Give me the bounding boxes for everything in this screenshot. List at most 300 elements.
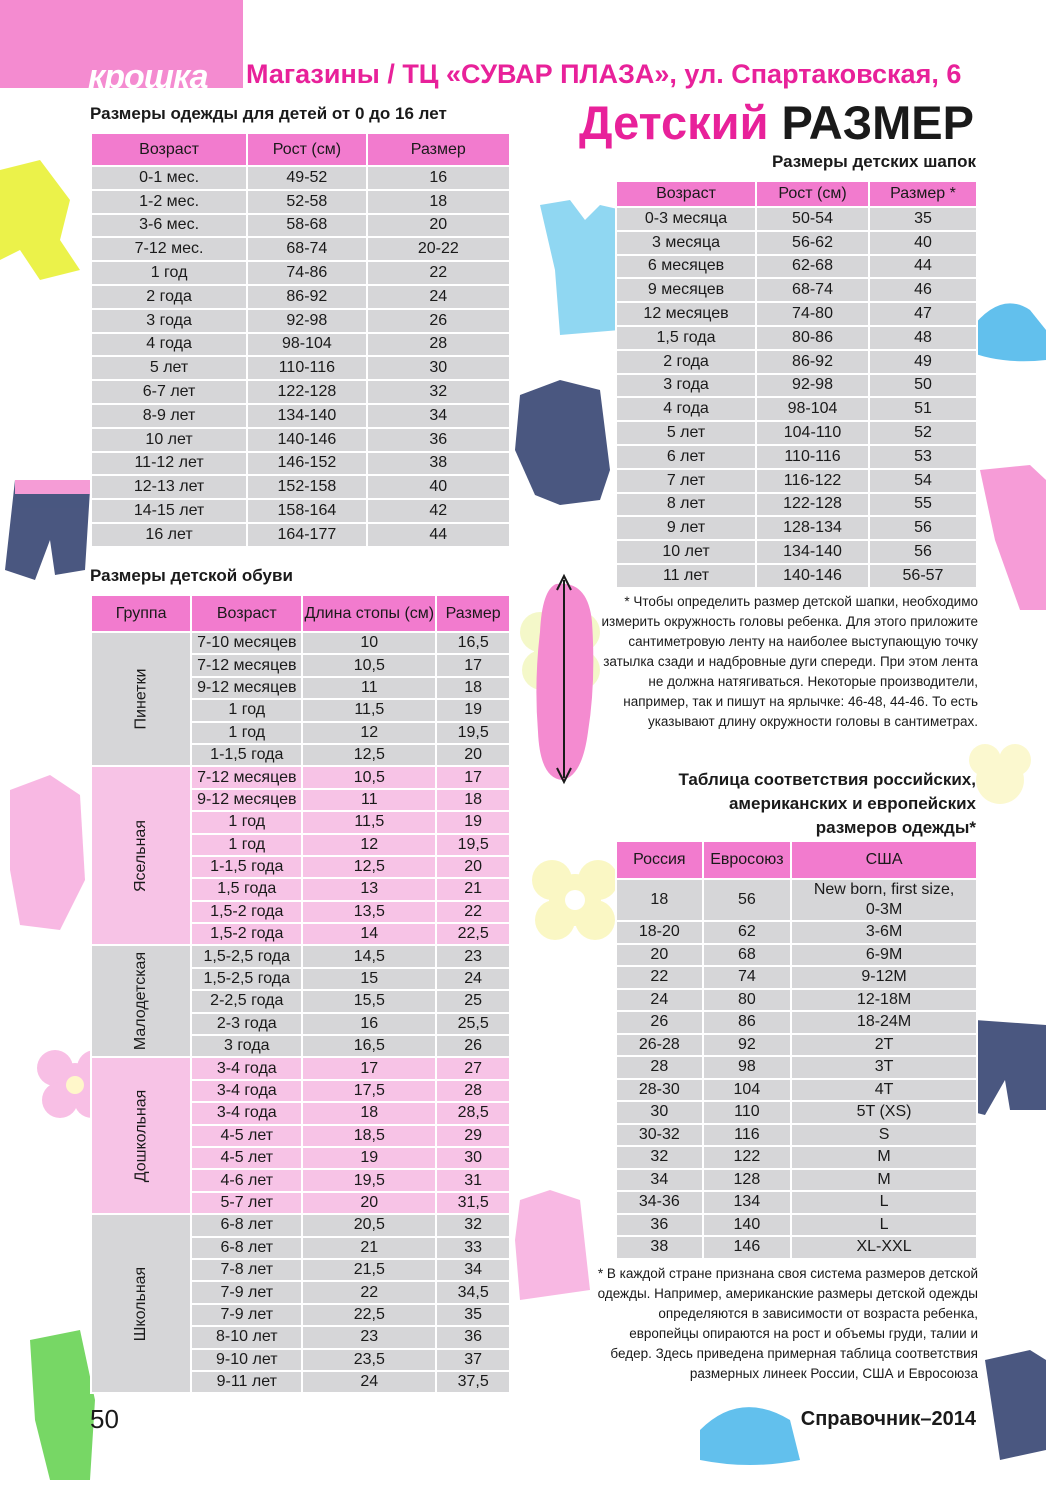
table-row: [616, 944, 977, 967]
table-cell: 58-68: [247, 214, 366, 238]
table-cell: 116-122: [756, 469, 869, 493]
table-row: [616, 564, 977, 588]
table-row: [91, 190, 510, 214]
intl-heading-line: Таблица соответствия российских,: [678, 770, 976, 789]
column-header: Возраст: [191, 595, 302, 632]
shoes-heading: Размеры детской обуви: [90, 566, 293, 585]
table-cell: 34: [616, 1169, 703, 1192]
column-header: США: [791, 841, 977, 879]
table-cell: 12-13 лет: [91, 475, 247, 499]
column-header: Россия: [616, 841, 703, 879]
hats-heading: Размеры детских шапок: [772, 152, 976, 171]
table-cell: 7-8 лет: [191, 1259, 302, 1281]
table-cell: 74: [703, 966, 791, 989]
table-cell: 6 лет: [616, 445, 756, 469]
table-cell: 9-12M: [791, 966, 977, 989]
column-header: Рост (см): [756, 181, 869, 207]
sweater-icon: [980, 465, 1046, 610]
page-number: 50: [90, 1404, 119, 1434]
group-label: Малодетская: [132, 952, 150, 1051]
intl-heading-line: размеров одежды*: [815, 818, 976, 837]
table-cell: 19: [302, 1147, 436, 1169]
table-cell: 28: [367, 333, 510, 357]
table-cell: 10: [302, 632, 436, 654]
table-row: [91, 237, 510, 261]
table-cell: 6 месяцев: [616, 255, 756, 279]
table-cell: 2-3 года: [191, 1013, 302, 1035]
table-cell: 52: [869, 421, 977, 445]
table-cell: 12: [302, 834, 436, 856]
table-cell: 3-6 мес.: [91, 214, 247, 238]
table-cell: 1 год: [191, 722, 302, 744]
table-cell: 30: [436, 1147, 510, 1169]
table-cell: 98: [703, 1056, 791, 1079]
table-cell: 62: [703, 921, 791, 944]
table-cell: M: [791, 1169, 977, 1192]
table-row: [91, 166, 510, 190]
table-cell: 9-10 лет: [191, 1349, 302, 1371]
table-cell: 18: [302, 1102, 436, 1124]
table-cell: 33: [436, 1237, 510, 1259]
table-cell: 20,5: [302, 1214, 436, 1236]
brand-logo: крошка: [88, 58, 208, 96]
table-cell: 11 лет: [616, 564, 756, 588]
table-cell: 18: [616, 879, 703, 921]
table-cell: 44: [367, 523, 510, 547]
intl-footnote: * В каждой стране признана своя система размеров детской одежды. Например, американские размеры детской одежды определяются в зависимости от возраста ребенка, европейцы опираются на рост и объемы груди, талии и бедер. Здесь приведена примерная таблица соответствия размерных линеек России, США и Евросоюза: [597, 1266, 978, 1381]
table-cell: 1 год: [191, 699, 302, 721]
table-row: [616, 326, 977, 350]
table-row: [91, 499, 510, 523]
table-cell: 21: [302, 1237, 436, 1259]
table-row: [91, 1057, 510, 1079]
table-cell: 56: [703, 879, 791, 921]
table-cell: 32: [367, 380, 510, 404]
sweater-icon: [0, 160, 80, 280]
intl-heading: [678, 768, 976, 840]
table-cell: 55: [869, 493, 977, 517]
table-cell: 10,5: [302, 766, 436, 788]
table-cell: 3 года: [91, 309, 247, 333]
table-cell: 110-116: [247, 356, 366, 380]
table-cell: 128: [703, 1169, 791, 1192]
table-cell: 6-9M: [791, 944, 977, 967]
table-cell: 26: [367, 309, 510, 333]
table-row: [616, 493, 977, 517]
table-cell: 44: [869, 255, 977, 279]
table-cell: 23,5: [302, 1349, 436, 1371]
hats-footnote: * Чтобы определить размер детской шапки, необходимо измерить окружность головы ребенка. Для этого приложите сантиметровую ленту на наиболее выступающую точку затылка сзади и надбровные дуги спереди. При этом лента не должна натягиваться. Некоторые производители, например, так и пишут на ярлычке: 46-48, 44-46. То есть указывают длину окружности головы в сантиметрах.: [601, 594, 978, 729]
table-cell: 7-12 месяцев: [191, 654, 302, 676]
table-cell: 5 лет: [91, 356, 247, 380]
table-cell: 40: [869, 231, 977, 255]
table-cell: 17: [436, 766, 510, 788]
table-cell: 86: [703, 1011, 791, 1034]
table-cell: 29: [436, 1125, 510, 1147]
table-cell: 38: [367, 452, 510, 476]
table-cell: 4-5 лет: [191, 1147, 302, 1169]
table-cell: 23: [436, 945, 510, 967]
table-cell: 5 лет: [616, 421, 756, 445]
table-cell: 152-158: [247, 475, 366, 499]
table-cell: 34: [367, 404, 510, 428]
table-row: [616, 397, 977, 421]
table-cell: 51: [869, 397, 977, 421]
table-row: [616, 540, 977, 564]
table-cell: 1-1,5 года: [191, 856, 302, 878]
cell-line: 0-3M: [865, 901, 903, 918]
table-cell: 158-164: [247, 499, 366, 523]
table-cell: 42: [367, 499, 510, 523]
table-cell: [791, 879, 977, 921]
table-cell: 13,5: [302, 901, 436, 923]
table-cell: 37,5: [436, 1371, 510, 1393]
table-cell: 1,5 года: [191, 878, 302, 900]
table-cell: 18-24M: [791, 1011, 977, 1034]
table-cell: 14,5: [302, 945, 436, 967]
group-label: Пинетки: [132, 668, 150, 730]
table-cell: 28-30: [616, 1079, 703, 1102]
table-cell: 2-2,5 года: [191, 990, 302, 1012]
column-header: Размер *: [869, 181, 977, 207]
table-cell: 36: [616, 1214, 703, 1237]
table-cell: 20: [616, 944, 703, 967]
table-row: [91, 356, 510, 380]
table-cell: 12,5: [302, 744, 436, 766]
table-cell: 4T: [791, 1079, 977, 1102]
table-row: [91, 523, 510, 547]
table-cell: 56: [869, 540, 977, 564]
table-cell: 1,5-2,5 года: [191, 945, 302, 967]
table-cell: 50-54: [756, 207, 869, 231]
table-cell: 54: [869, 469, 977, 493]
table-cell: 1-1,5 года: [191, 744, 302, 766]
table-cell: 5-7 лет: [191, 1192, 302, 1214]
table-cell: 18-20: [616, 921, 703, 944]
table-cell: 98-104: [247, 333, 366, 357]
table-cell: 8 лет: [616, 493, 756, 517]
table-cell: 134: [703, 1191, 791, 1214]
table-cell: 92: [703, 1034, 791, 1057]
table-cell: 146: [703, 1236, 791, 1259]
table-row: [616, 1191, 977, 1214]
table-cell: 7-12 мес.: [91, 237, 247, 261]
table-cell: 34-36: [616, 1191, 703, 1214]
table-cell: 15,5: [302, 990, 436, 1012]
group-cell: [91, 945, 191, 1057]
column-header: Рост (см): [247, 133, 366, 166]
table-cell: 26-28: [616, 1034, 703, 1057]
table-cell: 35: [869, 207, 977, 231]
table-cell: 3-4 года: [191, 1057, 302, 1079]
table-cell: 31: [436, 1169, 510, 1191]
table-cell: 18,5: [302, 1125, 436, 1147]
table-cell: 24: [302, 1371, 436, 1393]
table-row: [616, 469, 977, 493]
store-address: Магазины / ТЦ «СУВАР ПЛАЗА», ул. Спартаковская, 6: [246, 59, 962, 89]
dress-icon: [10, 775, 85, 930]
table-cell: 122-128: [247, 380, 366, 404]
table-row: [616, 1056, 977, 1079]
table-cell: 11: [302, 789, 436, 811]
table-row: [616, 921, 977, 944]
publication-name: Справочник–2014: [800, 1408, 976, 1430]
table-cell: 98-104: [756, 397, 869, 421]
table-cell: 7-10 месяцев: [191, 632, 302, 654]
table-cell: 1,5-2 года: [191, 923, 302, 945]
table-cell: 10 лет: [616, 540, 756, 564]
group-cell: [91, 1057, 191, 1214]
table-cell: 4-5 лет: [191, 1125, 302, 1147]
table-cell: 36: [367, 428, 510, 452]
table-cell: 6-7 лет: [91, 380, 247, 404]
table-cell: 22: [302, 1281, 436, 1303]
table-cell: 11: [302, 677, 436, 699]
table-cell: 1,5-2 года: [191, 901, 302, 923]
table-cell: 3-4 года: [191, 1102, 302, 1124]
table-cell: L: [791, 1191, 977, 1214]
table-cell: 30: [367, 356, 510, 380]
table-row: [91, 452, 510, 476]
table-cell: 146-152: [247, 452, 366, 476]
table-cell: 26: [616, 1011, 703, 1034]
table-cell: 28: [436, 1080, 510, 1102]
table-row: [616, 350, 977, 374]
table-row: [91, 285, 510, 309]
table-row: [616, 1079, 977, 1102]
table-cell: 24: [436, 968, 510, 990]
table-row: [91, 404, 510, 428]
table-cell: 7-12 месяцев: [191, 766, 302, 788]
table-cell: 6-8 лет: [191, 1237, 302, 1259]
table-cell: 2 года: [91, 285, 247, 309]
table-cell: 37: [436, 1349, 510, 1371]
table-cell: 17: [436, 654, 510, 676]
table-cell: 9 месяцев: [616, 278, 756, 302]
table-row: [91, 333, 510, 357]
table-cell: 110-116: [756, 445, 869, 469]
table-cell: 19: [436, 699, 510, 721]
table-row: [616, 1146, 977, 1169]
table-cell: 36: [436, 1326, 510, 1348]
table-cell: 25,5: [436, 1013, 510, 1035]
table-cell: 22,5: [436, 923, 510, 945]
table-row: [616, 231, 977, 255]
column-header: Размер: [367, 133, 510, 166]
romper-icon: [30, 1330, 95, 1480]
table-row: [616, 1236, 977, 1259]
table-row: [616, 255, 977, 279]
table-cell: L: [791, 1214, 977, 1237]
table-cell: 26: [436, 1035, 510, 1057]
table-cell: 12,5: [302, 856, 436, 878]
table-cell: 21,5: [302, 1259, 436, 1281]
column-header: Группа: [91, 595, 191, 632]
table-cell: 3 года: [191, 1035, 302, 1057]
table-cell: 68-74: [756, 278, 869, 302]
column-header: Возраст: [91, 133, 247, 166]
table-cell: 30-32: [616, 1124, 703, 1147]
table-row: [616, 421, 977, 445]
table-cell: 164-177: [247, 523, 366, 547]
table-cell: 110: [703, 1101, 791, 1124]
table-cell: 80-86: [756, 326, 869, 350]
table-cell: 48: [869, 326, 977, 350]
table-cell: 1,5 года: [616, 326, 756, 350]
flower-icon: [532, 860, 618, 940]
table-cell: 86-92: [756, 350, 869, 374]
table-cell: 2T: [791, 1034, 977, 1057]
table-cell: 46: [869, 278, 977, 302]
table-cell: 18: [367, 190, 510, 214]
table-cell: 140: [703, 1214, 791, 1237]
table-cell: 9-11 лет: [191, 1371, 302, 1393]
table-row: [91, 380, 510, 404]
column-header: Евросоюз: [703, 841, 791, 879]
hat-icon: [700, 1407, 800, 1465]
table-cell: 11-12 лет: [91, 452, 247, 476]
table-cell: 22,5: [302, 1304, 436, 1326]
jacket-icon: [515, 380, 610, 505]
table-cell: 116: [703, 1124, 791, 1147]
table-cell: 19,5: [302, 1169, 436, 1191]
table-cell: 12 месяцев: [616, 302, 756, 326]
table-cell: 4 года: [616, 397, 756, 421]
table-cell: 50: [869, 374, 977, 398]
table-cell: 10 лет: [91, 428, 247, 452]
table-cell: 47: [869, 302, 977, 326]
table-cell: 35: [436, 1304, 510, 1326]
table-cell: 11,5: [302, 699, 436, 721]
table-cell: 4-6 лет: [191, 1169, 302, 1191]
intl-heading-line: американских и европейских: [728, 794, 976, 813]
table-row: [91, 766, 510, 788]
table-cell: 0-3 месяца: [616, 207, 756, 231]
table-row: [616, 302, 977, 326]
table-row: [616, 1101, 977, 1124]
table-cell: 92-98: [756, 374, 869, 398]
table-cell: 49-52: [247, 166, 366, 190]
table-row: [616, 374, 977, 398]
table-cell: 9 лет: [616, 516, 756, 540]
table-cell: 16: [302, 1013, 436, 1035]
table-row: [616, 966, 977, 989]
table-cell: 22: [367, 261, 510, 285]
table-cell: 20: [302, 1192, 436, 1214]
table-cell: M: [791, 1146, 977, 1169]
jacket-icon: [985, 1350, 1046, 1460]
table-row: [91, 475, 510, 499]
group-cell: [91, 632, 191, 766]
table-cell: 3-4 года: [191, 1080, 302, 1102]
table-cell: 31,5: [436, 1192, 510, 1214]
table-cell: 14-15 лет: [91, 499, 247, 523]
table-cell: 62-68: [756, 255, 869, 279]
table-cell: 140-146: [756, 564, 869, 588]
table-cell: 22: [436, 901, 510, 923]
table-cell: 19,5: [436, 722, 510, 744]
table-cell: 19,5: [436, 834, 510, 856]
clothes-size-table: [90, 132, 511, 548]
table-cell: 13: [302, 878, 436, 900]
table-row: [616, 1124, 977, 1147]
table-cell: 140-146: [247, 428, 366, 452]
table-row: [616, 1169, 977, 1192]
table-cell: 19: [436, 811, 510, 833]
flower-icon: [969, 744, 1031, 804]
table-cell: 24: [616, 989, 703, 1012]
table-cell: 25: [436, 990, 510, 1012]
table-row: [616, 278, 977, 302]
table-row: [91, 309, 510, 333]
table-cell: 16,5: [302, 1035, 436, 1057]
title-part-1: Детский: [579, 96, 769, 149]
table-cell: 17,5: [302, 1080, 436, 1102]
table-row: [616, 1034, 977, 1057]
table-cell: 20: [367, 214, 510, 238]
table-row: [91, 1214, 510, 1236]
table-cell: 1,5-2,5 года: [191, 968, 302, 990]
table-cell: 28,5: [436, 1102, 510, 1124]
table-cell: 9-12 месяцев: [191, 677, 302, 699]
table-row: [91, 945, 510, 967]
table-cell: 134-140: [756, 540, 869, 564]
table-cell: 1 год: [191, 834, 302, 856]
table-cell: 23: [302, 1326, 436, 1348]
table-row: [616, 879, 977, 921]
table-cell: 14: [302, 923, 436, 945]
table-cell: 1 год: [91, 261, 247, 285]
table-cell: 34: [436, 1259, 510, 1281]
table-cell: 6-8 лет: [191, 1214, 302, 1236]
intl-size-table: [615, 840, 978, 1260]
table-cell: 74-80: [756, 302, 869, 326]
table-cell: 22: [616, 966, 703, 989]
table-cell: 16: [367, 166, 510, 190]
tank-top-icon: [540, 200, 622, 335]
table-cell: 86-92: [247, 285, 366, 309]
table-cell: 56: [869, 516, 977, 540]
group-label: Ясельная: [132, 819, 150, 892]
table-row: [616, 989, 977, 1012]
table-cell: 80: [703, 989, 791, 1012]
table-cell: 8-9 лет: [91, 404, 247, 428]
column-header: Длина стопы (см): [302, 595, 436, 632]
table-cell: 7-9 лет: [191, 1304, 302, 1326]
table-cell: 10,5: [302, 654, 436, 676]
table-row: [616, 445, 977, 469]
table-cell: 3 года: [616, 374, 756, 398]
table-row: [91, 214, 510, 238]
table-cell: 16 лет: [91, 523, 247, 547]
table-cell: 9-12 месяцев: [191, 789, 302, 811]
table-cell: 56-62: [756, 231, 869, 255]
table-cell: 15: [302, 968, 436, 990]
table-cell: 32: [616, 1146, 703, 1169]
table-cell: 7-9 лет: [191, 1281, 302, 1303]
table-cell: 30: [616, 1101, 703, 1124]
table-row: [91, 261, 510, 285]
table-cell: 7 лет: [616, 469, 756, 493]
table-cell: 32: [436, 1214, 510, 1236]
table-cell: 40: [367, 475, 510, 499]
table-cell: 68-74: [247, 237, 366, 261]
table-cell: 21: [436, 878, 510, 900]
table-cell: XL-XXL: [791, 1236, 977, 1259]
table-cell: 38: [616, 1236, 703, 1259]
table-cell: 68: [703, 944, 791, 967]
table-cell: 3 месяца: [616, 231, 756, 255]
